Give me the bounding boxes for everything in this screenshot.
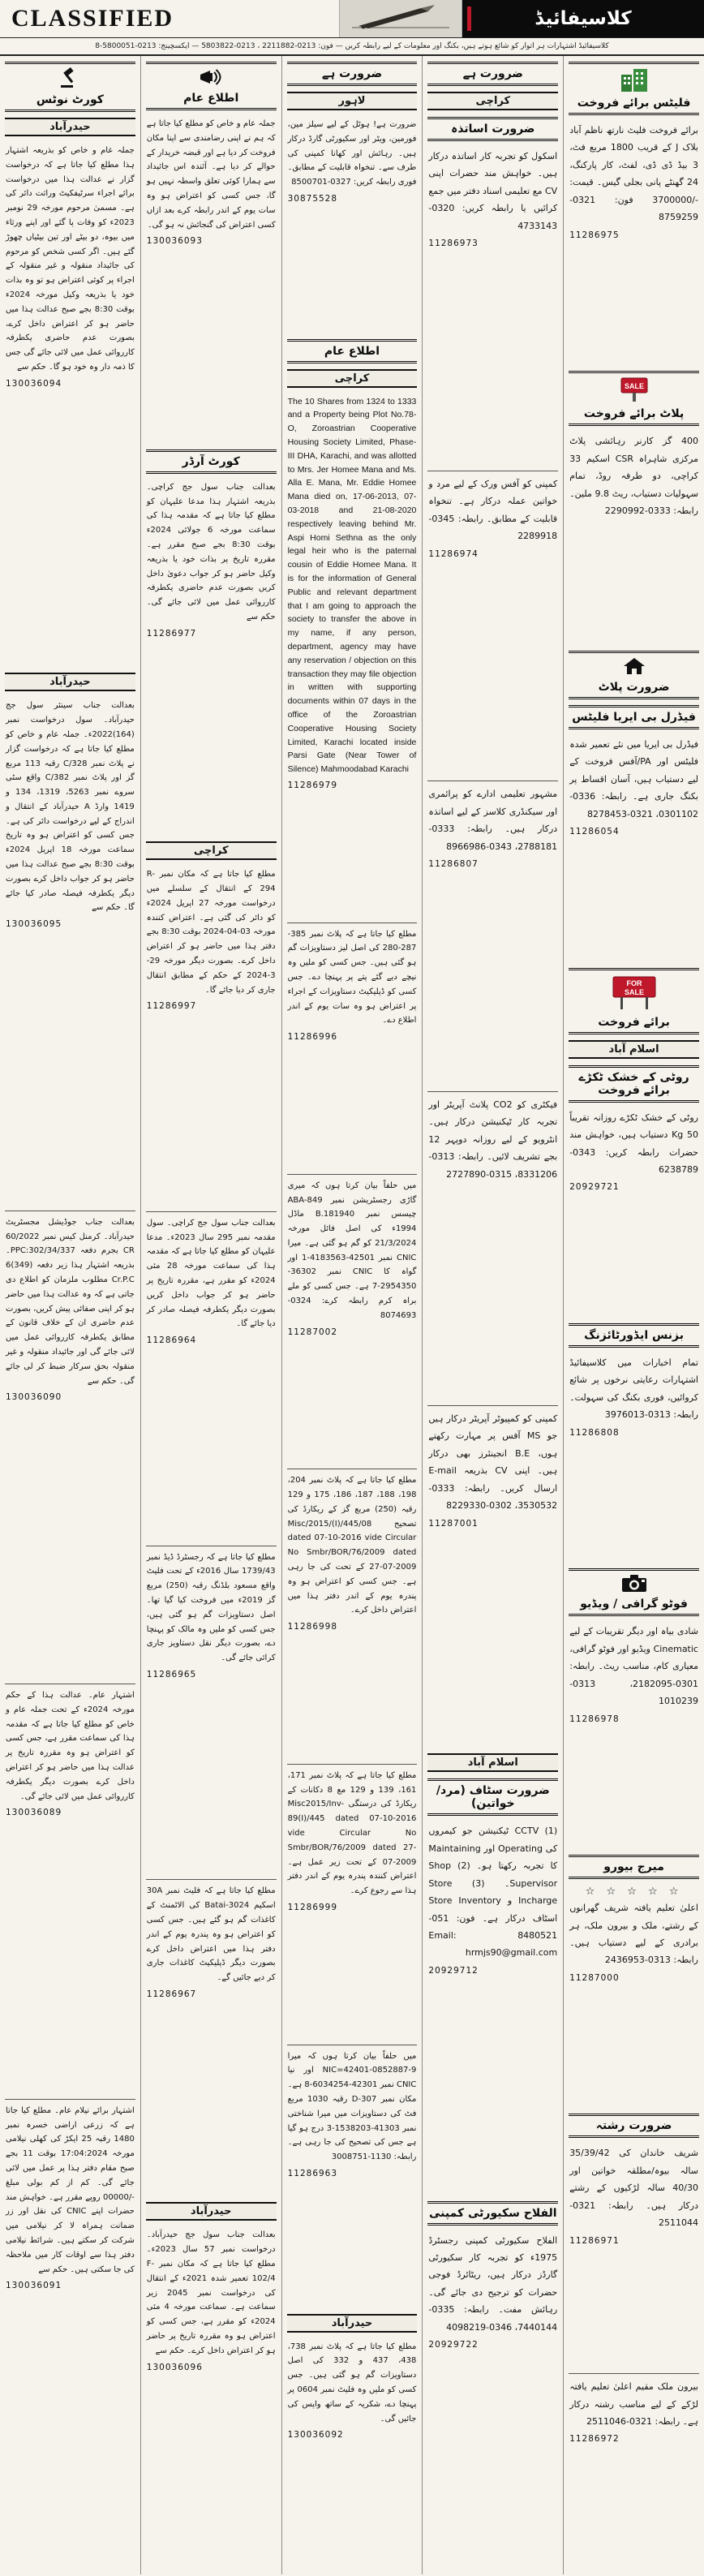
section-title: پلاٹ برائے فروخت xyxy=(583,407,685,421)
ad-text: مطلع کیا جاتا ہے کہ پلاٹ نمبر 738، 438، 437 و 332 کی اصل دستاویزات گم ہو گئی ہیں۔ جس کسی کو ملیں وہ فلیٹ نمبر 0604 پر پہنچا دے، شکریہ کے ساتھ واپس کی جائیں گی۔ xyxy=(287,2342,417,2423)
section-title: فوٹو گرافی / ویڈیو xyxy=(580,1598,688,1611)
ad-number: 11286973 xyxy=(428,239,479,249)
ad-number: 130036092 xyxy=(287,2430,344,2441)
ad-number: 30875528 xyxy=(287,193,338,204)
ad-text: روٹی کے خشک ٹکڑے روزانہ تقریباً 50 Kg دستیاب ہیں، خواہش مند حضرات رابطہ کریں: 0343-6238789 xyxy=(569,1112,698,1175)
classified-ad xyxy=(427,144,558,471)
ad-number: 11286974 xyxy=(428,548,479,559)
section-title: ضرورت رشتہ xyxy=(595,2119,672,2133)
column-5 xyxy=(563,56,704,2574)
ad-text: شادی بیاہ اور دیگر تقریبات کے لیے Cinematic ویڈیو اور فوٹو گرافی، معیاری کام، مناسب ریٹ۔ رابطہ: 0301-2182095، 0313-1010239 xyxy=(569,1626,698,1707)
page-title-english: CLASSIFIED xyxy=(11,5,174,32)
classified-ad xyxy=(146,1546,277,1880)
ad-number: 11286996 xyxy=(287,1032,338,1043)
classified-ad xyxy=(569,732,699,965)
section-header xyxy=(569,1323,699,1348)
ad-text: بعدالت جناب جوڈیشل مجسٹریٹ حیدرآباد۔ کرمنل کیس نمبر 60/2022 CR بجرم دفعہ PPC:302/34/337۔ بذریعہ اشتہار ہذا زیر دفعہ (349)6 Cr.P.C مطلوب ملزمان کو اطلاع دی جاتی ہے کہ وہ عدالت ہذا میں حاضر ہو کر اپنی صفائی پیش کریں، بصورت عدم حاضری ان کے خلاف قانون کے مطابق یکطرفہ کارروائی عمل میں لائی جائے گی اور جائیداد منقولہ و غیر منقولہ بحق سرکار ضبط کر لی جائے گی۔ حکم سے xyxy=(6,1217,135,1386)
ad-text: بعدالت جناب سول جج کراچی۔ بذریعہ اشتہار ہذا مدعا علیہان کو مطلع کیا جاتا ہے کہ مقدمہ ہذا کی سماعت مورخہ 6 جولائی 2024ء بوقت 8:30 بجے صبح مقرر ہے۔ مقررہ تاریخ پر بذات خود یا بذریعہ وکیل حاضر ہو کر جواب دعویٰ داخل کریں بصورت عدم حاضری یکطرفہ کارروائی عمل میں لائی جائے گی۔ حکم سے xyxy=(146,482,276,621)
ad-number: 11286808 xyxy=(569,1427,620,1438)
section-header xyxy=(569,1855,699,1879)
ad-number: 11286054 xyxy=(569,827,620,837)
section-title: ضرورت سٹاف (مرد/خواتین) xyxy=(436,1784,550,1811)
stars-decoration: ☆ ☆ ☆ ☆ ☆ xyxy=(585,1886,683,1899)
classified-ad xyxy=(287,114,418,336)
section-header xyxy=(569,968,699,1034)
svg-text:SALE: SALE xyxy=(624,382,644,391)
column-4 xyxy=(422,56,563,2574)
for-sale-board-icon xyxy=(569,974,699,1014)
columns-region xyxy=(0,56,704,2574)
classified-ad xyxy=(146,2224,277,2572)
classified-ad xyxy=(569,1105,699,1320)
classified-ad xyxy=(287,391,418,922)
ad-text: فیڈرل بی ایریا میں نئے تعمیر شدہ فلیٹس اور PA/آفس فروخت کے لیے دستیاب ہیں، آسان اقساط پر بکنگ جاری ہے۔ رابطہ: 0336-0301102، 0321-8278453 xyxy=(569,738,698,819)
ad-text: بعدالت جناب سینئر سول جج حیدرآباد۔ سول درخواست نمبر (164)2022ء۔ جملہ عام و خاص کو مطلع کیا جاتا ہے کہ درخواست گزار نے پلاٹ نمبر 328/C رقبہ 113 مربع گز اور پلاٹ نمبر 382/C واقع سٹی سروے نمبر 5263، 1319، 134 و 1419 وارڈ A حیدرآباد کے انتقال و اندراج کے لیے درخواست دائر کی ہے۔ جس کسی کو اعتراض ہو وہ تاریخ سماعت مورخہ 18 اپریل 2024ء بوقت 8:30 بجے صبح عدالت ہذا میں حاضر ہو کر جواب داخل کرے بصورت دیگر یکطرفہ فیصلہ صادر کیا جائے گا۔ حکم سے xyxy=(6,701,135,913)
ad-text: کمپنی کو کمپیوٹر آپریٹر درکار ہیں جو MS آفس پر مہارت رکھتے ہوں، B.E انجینئرز بھی درکار ہیں۔ اپنی CV بذریعہ E-mail ارسال کریں۔ رابطہ: 0333-3530532، 0302-8229330 xyxy=(428,1413,558,1512)
ad-text: فیکٹری کو CO2 پلانٹ آپریٹر اور تجربہ کار ٹیکنیشن درکار ہیں۔ انٹرویو کے لیے روزانہ دوپہر 12 بجے تشریف لائیں۔ رابطہ: 0313-8331206، 0315-2727890 xyxy=(428,1099,558,1180)
svg-text:FOR: FOR xyxy=(626,978,642,987)
quill-pen-icon xyxy=(344,3,457,34)
sale-sign-icon xyxy=(569,376,699,406)
classified-ad xyxy=(287,1764,418,2045)
column-1 xyxy=(0,56,140,2574)
section-title: الفلاح سکیورٹی کمپنی xyxy=(428,2206,557,2220)
section-header xyxy=(569,371,699,426)
megaphone-icon xyxy=(146,67,277,90)
city-header: کراچی xyxy=(146,841,277,860)
ad-text: اشتہار برائے نیلام عام۔ مطلع کیا جاتا ہے کہ زرعی اراضی خسرہ نمبر 1480 رقبہ 25 ایکڑ کی کھلی نیلامی مورخہ 17:04:2024 بوقت 11 بجے صبح مقام دفتر ہذا پر عمل میں لائی جائے گی۔ کم از کم بولی مبلغ -/00000 روپے مقرر ہے۔ خواہش مند حضرات اپنے CNIC کی نقل اور زر ضمانت ہمراہ لا کر نیلامی میں شرکت کر سکتے ہیں۔ شرائط نیلامی دفتر ہذا سے اوقات کار میں ملاحظہ کی جا سکتی ہیں۔ حکم سے xyxy=(6,2105,135,2274)
ad-text: 400 گز کارنر رہائشی پلاٹ مرکزی شاہراہ CSR اسکیم 33 کراچی، دو طرفہ روڈ، تمام سہولیات دستیاب، ریٹ 9.8 ملین۔ رابطہ: 0333-2290992 xyxy=(569,436,698,516)
section-title: اطلاع عام xyxy=(183,92,239,105)
ad-text: مطلع کیا جاتا ہے کہ رجسٹرڈ ڈیڈ نمبر 1739/43 سال 2016ء کے تحت فلیٹ واقع مسعود بلڈنگ رقبہ (250) مربع گز 2019ء میں فروخت کیا گیا تھا۔ اصل دستاویزات گم ہو گئی ہیں، جس کسی کو ملیں وہ مالک کو پہنچا دے، بصورت دیگر نقل دستاویز جاری کرائی جائے گی۔ xyxy=(146,1552,276,1663)
section-title: روٹی کے خشک ٹکڑے برائے فروخت xyxy=(578,1070,689,1097)
classified-ad xyxy=(569,118,699,368)
section-title: بزنس ایڈورٹائزنگ xyxy=(584,1329,685,1342)
section-header xyxy=(287,339,418,363)
ad-number: 20929721 xyxy=(569,1182,620,1193)
classified-ad xyxy=(569,2373,699,2572)
section-header xyxy=(146,62,277,110)
ad-text: جملہ عام و خاص کو مطلع کیا جاتا ہے کہ ہم نے اپنی رضامندی سے اپنا مکان فروخت کر دیا ہے اور قبضہ خریدار کے حوالے کر دیا ہے۔ آئندہ اس جائیداد سے ہمارا کوئی تعلق واسطہ نہیں ہو گا، جس کسی کو اعتراض ہو وہ سات یوم کے اندر رابطہ کرے بعد ازاں کسی اعتراض کی گنجائش نہ ہو گی۔ xyxy=(146,119,276,230)
classified-ad xyxy=(5,140,135,669)
column-3 xyxy=(281,56,423,2574)
classified-ad xyxy=(569,1881,699,2110)
ad-number: 11287000 xyxy=(569,1972,620,1983)
classified-ad xyxy=(287,922,418,1174)
section-header xyxy=(569,705,699,729)
pen-image xyxy=(339,0,462,37)
section-header xyxy=(5,62,135,112)
classified-ad xyxy=(287,1174,418,1469)
ad-text: (1) CCTV ٹیکنیشن جو کیمروں کی Operating اور Maintaining کا تجربہ رکھتا ہو۔ (2) Shop Supervisor۔ (3) Store Incharge و Store Inventory اسٹاف درکار ہے۔ فون: 051-8480521 Email: hrmjs90@gmail.com xyxy=(428,1826,558,1959)
section-title: ضرورت اساتذہ xyxy=(451,123,535,135)
ad-number: 11286964 xyxy=(146,1335,197,1346)
classified-ad xyxy=(146,113,277,446)
ad-text: مطلع کیا جاتا ہے کہ فلیٹ نمبر 30A اسکیم Batai-3024 کی الاٹمنٹ کے کاغذات گم ہو گئے ہیں۔ جس کسی کو اعتراض ہو وہ پندرہ یوم کے اندر دفتر ہذا میں اعتراض داخل کرے بصورت دیگر ڈپلیکیٹ کاغذات جاری کر دیے جائیں گے۔ xyxy=(146,1886,276,1983)
section-header xyxy=(287,62,418,86)
section-header xyxy=(146,449,277,474)
ad-text: مطلع کیا جاتا ہے کہ مکان نمبر R-294 کے انتقال کے سلسلے میں درخواست مورخہ 27 اپریل 2024ء کو دائر کی گئی ہے۔ اعتراض کنندہ مورخہ 03-04-2024 بوقت 8:30 بجے دفتر ہذا میں حاضر ہو کر اعتراض داخل کرے۔ بصورت دیگر مورخہ 29-3-2024 کے حکم کے مطابق انتقال جاری کر دیا جائے گا۔ xyxy=(146,870,276,995)
city-header: حیدرآباد xyxy=(5,118,135,136)
city-header: کراچی xyxy=(287,369,418,388)
classified-ad xyxy=(287,2336,418,2572)
city-header: حیدرآباد xyxy=(146,2202,277,2221)
ad-text: مشہور تعلیمی ادارے کو پرائمری اور سیکنڈری کلاسز کے لیے اساتذہ درکار ہیں۔ رابطہ: 0333-2788181، 0343-8966986 xyxy=(428,789,558,852)
ad-text: الفلاح سکیورٹی کمپنی رجسٹرڈ 1975ء کو تجربہ کار سکیورٹی گارڈز درکار ہیں، ریٹائرڈ فوجی حضرات کو ترجیح دی جائے گی۔ رہائش مفت۔ رابطہ: 0335-7440144، 0346-4098219 xyxy=(428,2234,558,2333)
classified-ad xyxy=(146,1211,277,1546)
ad-text: شریف خاندان کی 35/39/42 سالہ بیوہ/مطلقہ خواتین اور 40/30 سالہ لڑکیوں کے رشتے درکار ہیں۔ رابطہ: 0321-2511044 xyxy=(569,2148,698,2229)
camera-icon xyxy=(569,1574,699,1596)
city-header: حیدرآباد xyxy=(5,673,135,691)
section-title: کورٹ آرڈر xyxy=(182,454,240,468)
ad-text: کمپنی کو آفس ورک کے لیے مرد و خواتین عملہ درکار ہے۔ تنخواہ قابلیت کے مطابق۔ رابطہ: 0345-2289918 xyxy=(428,478,558,542)
section-title: فلیٹس برائے فروخت xyxy=(577,97,691,110)
ad-text: میں حلفاً بیان کرتا ہوں کہ میری گاڑی رجسٹریشن نمبر ABA-849 چیسس نمبر B.181940 ماڈل 1994ء کی اصل فائل مورخہ 21/3/2024 کو گم ہو گئی ہے۔ میرا CNIC نمبر 42501-4183563-1 اور گواہ کا CNIC نمبر 36302-2954350-7 ہے۔ جس کسی کو ملے براہ کرم رابطہ کرے: 0324-8074693 xyxy=(287,1180,417,1320)
city-header: کراچی xyxy=(427,92,558,110)
city-header: لاہور xyxy=(287,92,418,110)
ad-text: تمام اخبارات میں کلاسیفائیڈ اشتہارات رعایتی نرخوں پر شائع کروائیں، فوری بکنگ کی سہولت۔ رابطہ: 0313-3976013 xyxy=(569,1357,698,1421)
ad-number: 130036090 xyxy=(6,1392,62,1403)
section-title: ضرورت ہے xyxy=(462,67,523,80)
section-header xyxy=(427,62,558,86)
classified-ad xyxy=(5,1211,135,1684)
classified-ad xyxy=(427,781,558,1091)
ad-number: 11286975 xyxy=(569,230,620,240)
ad-number: 20929722 xyxy=(428,2340,479,2350)
ad-number: 130036091 xyxy=(6,2281,62,2291)
classified-ad xyxy=(427,2228,558,2572)
section-header xyxy=(427,2201,558,2226)
masthead-left xyxy=(0,0,339,37)
ad-number: 11286963 xyxy=(287,2169,338,2179)
column-2 xyxy=(140,56,281,2574)
section-header xyxy=(427,1778,558,1816)
ad-text: بعدالت جناب سول جج حیدرآباد۔ درخواست نمبر 57 سال 2023ء۔ مطلع کیا جاتا ہے کہ مکان نمبر F-102/4 تعمیر شدہ 2021ء کے انتقال کی درخواست نمبر 2045 زیر سماعت ہے۔ سماعت مورخہ 4 مئی 2024ء کو مقرر ہے، جس کسی کو اعتراض ہو وہ مقررہ تاریخ پر حاضر ہو کر اعتراض داخل کرے۔ حکم سے xyxy=(146,2230,276,2355)
section-title: اطلاع عام xyxy=(324,344,380,358)
ad-number: 11286967 xyxy=(146,1989,197,1999)
section-header xyxy=(569,1568,699,1616)
section-header xyxy=(427,117,558,141)
ad-number: 11286971 xyxy=(569,2235,620,2246)
section-title: فیڈرل بی ایریا فلیٹس xyxy=(572,710,696,724)
city-header: اسلام آباد xyxy=(427,1753,558,1772)
ad-number: 11286977 xyxy=(146,628,197,639)
section-title: میرج بیورو xyxy=(603,1860,664,1874)
classified-ad xyxy=(569,1619,699,1851)
ad-text: بعدالت جناب سول جج کراچی۔ سول مقدمہ نمبر 295 سال 2023ء۔ مدعا علیہان کو مطلع کیا جاتا ہے کہ مقدمہ ہذا کی سماعت مورخہ 28 مئی 2024ء کو مقرر ہے، مقررہ تاریخ پر حاضر ہو کر جواب داخل کریں بصورت دیگر یکطرفہ فیصلہ صادر کر دیا جائے گا۔ xyxy=(146,1218,276,1329)
ad-number: 130036095 xyxy=(6,919,62,930)
gavel-icon xyxy=(5,67,135,92)
classified-ad xyxy=(427,471,558,781)
section-header xyxy=(569,2114,699,2138)
house-icon xyxy=(569,656,699,679)
section-title: کورٹ نوٹس xyxy=(36,93,104,106)
ad-number: 11286998 xyxy=(287,1622,338,1632)
building-icon xyxy=(569,67,699,95)
page-title-urdu-box xyxy=(462,0,704,37)
classified-ad xyxy=(5,2099,135,2572)
classified-ad xyxy=(287,1469,418,1764)
ad-text: The 10 Shares from 1324 to 1333 and a Property being Plot No.78-O, Zoroastrian Cooperative Housing Society Limited, Phase-III DHA, Karachi, and was allotted to Mrs. Jer Homee Mana and Ms. Alla E. Mana, Mr. Eddie Homee Mana died on, 17-06-2013, 07-03-2018 and 21-08-2020 respectively leaving behind Mr. Aspi Homi Sethna as the only legal heir who is the paternal cousin of Eddie Homee Mana. It is for the information of General Public and relevant department that I am going to approach the society to transfer the above in my name, if any person, department, agency may have any reservation / objection on this transaction they may file objection in written with supporting documents within 07 days in the office of the Zoroastrian Cooperative Housing Society Limited, Karachi located inside Parsi Gate (Near Tower of Silence) Mahmoodabad Karachi xyxy=(287,396,417,775)
ad-text: بیرون ملک مقیم اعلیٰ تعلیم یافتہ لڑکے کے لیے مناسب رشتہ درکار ہے۔ رابطہ: 0321-2511046 xyxy=(569,2381,698,2427)
classified-ad xyxy=(5,1684,135,2099)
classified-ad xyxy=(146,1879,277,2199)
city-header: اسلام آباد xyxy=(569,1040,699,1059)
ad-text: اسکول کو تجربہ کار اساتذہ درکار ہیں۔ خواہش مند حضرات اپنی CV مع تعلیمی اسناد دفتر میں جمع کرائیں یا رابطہ کریں: 0320-4733143 xyxy=(428,151,558,231)
classified-ad xyxy=(569,1350,699,1565)
section-header xyxy=(569,651,699,699)
section-title: ضرورت پلاٹ xyxy=(598,680,670,694)
ad-number: 130036089 xyxy=(6,1808,62,1818)
ad-text: مطلع کیا جاتا ہے کہ پلاٹ نمبر 385-287-280 کی اصل لیز دستاویزات گم ہو گئی ہیں۔ جس کسی کو ملیں وہ نیچے دیے گئے پتے پر پہنچا دے۔ جس کسی کو ڈپلیکیٹ دستاویزات کے اجراء پر اعتراض ہو وہ سات یوم کے اندر اطلاع دے۔ xyxy=(287,929,417,1026)
classified-ad xyxy=(287,2045,418,2311)
ad-number: 130036094 xyxy=(6,378,62,389)
classified-ad xyxy=(427,1091,558,1405)
ad-text: میں حلفاً بیان کرتا ہوں کہ میرا NIC=42401-0852887-9 اور نیا CNIC نمبر 42301-6034254-8 ہے۔ مکان نمبر D-307 رقبہ 1030 مربع فٹ کی دستاویزات میں میرا شناختی نمبر 41303-1538203-3 درج ہو گیا ہے جس کی تصحیح کی جا رہی ہے۔ رابطہ: 1130-3008751 xyxy=(287,2051,417,2162)
ad-text: جملہ عام و خاص کو بذریعہ اشتہار ہذا مطلع کیا جاتا ہے کہ درخواست گزار نے عدالت ہذا میں درخواست برائے اجراء سرٹیفکیٹ وراثت دائر کی ہے۔ مسمیٰ مرحوم مورخہ 29 نومبر 2023ء کو وفات پا گئے اور اپنے ورثاء میں بیوہ، دو بیٹے اور تین بیٹیاں چھوڑ گئے ہیں۔ اگر کسی شخص کو مرحوم کی جائیداد منقولہ و غیر منقولہ کے اجراء پر کوئی اعتراض ہو تو وہ بذات خود یا بذریعہ وکیل مورخہ 2024ء بوقت 8:30 بجے صبح عدالت ہذا میں حاضر ہو کر اعتراض داخل کرے، بصورت عدم حاضری یکطرفہ کارروائی عمل میں لائی جائے گی جس کا ذمہ دار وہ خود ہو گا۔ حکم سے xyxy=(6,146,135,372)
ad-number: 11286978 xyxy=(569,1714,620,1724)
ad-number: 130036096 xyxy=(146,2362,203,2372)
ad-number: 11286999 xyxy=(287,1903,338,1913)
accent-mark xyxy=(467,6,471,31)
classified-ad xyxy=(427,1818,558,2197)
ad-text: مطلع کیا جاتا ہے کہ پلاٹ نمبر 204، 198، 188، 187، 186، 175 و 129 رقبہ (250) مربع گز کے ریکارڈ کی تصحیح Misc/2015/(I)/445/08 dated 07-10-2016 vide Circular No Smbr/BOR/76/2009 dated 27-07-2009 کے تحت کی جا رہی ہے۔ جس کسی کو اعتراض ہو وہ پندرہ یوم کے اندر دفتر ہذا میں اعتراض داخل کرے۔ xyxy=(287,1476,417,1615)
svg-text:SALE: SALE xyxy=(624,987,644,996)
ad-text: برائے فروخت فلیٹ نارتھ ناظم آباد بلاک J کے قریب 1800 مربع فٹ، 3 بیڈ ڈی ڈی، لفٹ، کار پارکنگ، 24 گھنٹے پانی بجلی گیس۔ قیمت: -/3700000 فون: 0321-8759259 xyxy=(569,125,698,223)
ad-number: 11286965 xyxy=(146,1669,197,1679)
classified-ad xyxy=(427,1405,558,1750)
section-header xyxy=(569,1065,699,1103)
classified-ad xyxy=(569,2140,699,2373)
city-header: حیدرآباد xyxy=(287,2314,418,2333)
ad-text: اشتہار عام۔ عدالت ہذا کے حکم مورخہ 2024ء کے تحت جملہ عام و خاص کو مطلع کیا جاتا ہے کہ مقدمہ ہذا کی سماعت مقرر ہے، جس کسی کو اعتراض ہو وہ مقررہ تاریخ پر عدالت ہذا میں حاضر ہو کر اعتراض داخل کرے بصورت دیگر یکطرفہ کارروائی عمل میں لائی جائے گی۔ xyxy=(6,1690,135,1801)
section-title: برائے فروخت xyxy=(598,1015,670,1029)
classified-ad xyxy=(5,695,135,1211)
classified-ad xyxy=(146,863,277,1211)
ad-text: مطلع کیا جاتا ہے کہ پلاٹ نمبر 171، 161، 139 و 129 مع 8 دکانات کے ریکارڈ کی درستگی Misc2015/Inv-89(I)/445 dated 07-10-2016 vide Circular No Smbr/BOR/76/2009 dated 27-07-2009 کے تحت زیر عمل ہے۔ اعتراض کنندہ پندرہ یوم کے اندر دفتر ہذا سے رجوع کرے۔ xyxy=(287,1770,417,1896)
ad-text: ضرورت ہے! ہوٹل کے لیے سیلز مین، فورمین، ویٹر اور سکیورٹی گارڈ درکار ہیں۔ رہائش اور کھانا کمپنی کی طرف سے۔ تنخواہ قابلیت کے مطابق۔ فوری رابطہ کریں: 0327-8500701 xyxy=(287,120,417,187)
ad-text: اعلیٰ تعلیم یافتہ شریف گھرانوں کے رشتے، ملک و بیرون ملک، ہر برادری کے لیے دستیاب ہیں۔ رابطہ: 0313-2436953 xyxy=(569,1903,698,1966)
classified-ad xyxy=(146,476,277,838)
page-title-urdu: کلاسیفائیڈ xyxy=(534,8,632,29)
ad-number: 20929712 xyxy=(428,1965,479,1976)
ad-number: 11286997 xyxy=(146,1001,197,1012)
section-title: ضرورت ہے xyxy=(321,67,383,80)
classified-ad xyxy=(569,428,699,647)
masthead xyxy=(0,0,704,38)
contact-strip: کلاسیفائیڈ اشتہارات ہر اتوار کو شائع ہوتے ہیں، بکنگ اور معلومات کے لیے رابطہ کریں — فون: 0213-2211882 ، 0213-5803822 — ایکسچینج: 0213-5800051-8 xyxy=(0,38,704,56)
ad-number: 11286807 xyxy=(428,859,479,870)
ad-number: 11286972 xyxy=(569,2434,620,2445)
ad-number: 130036093 xyxy=(146,236,203,247)
ad-number: 11287002 xyxy=(287,1327,338,1337)
ad-number: 11287001 xyxy=(428,1518,479,1529)
section-header xyxy=(569,62,699,115)
ad-number: 11286979 xyxy=(287,780,338,790)
